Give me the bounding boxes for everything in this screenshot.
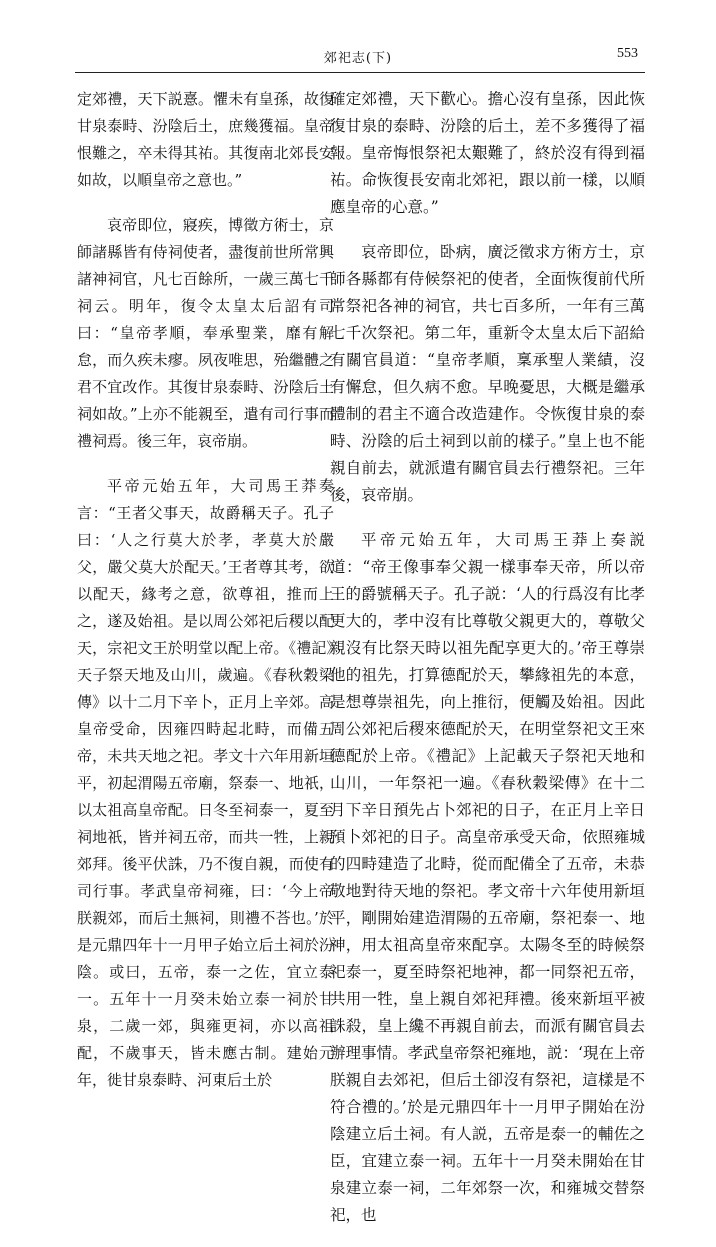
translation-paragraph: 確定郊禮，天下歡心。擔心沒有皇孫，因此恢復甘泉的泰畤、汾陰的后土，差不多獲得了福報。皇帝悔恨祭祀太艱難了，終於沒有得到福祐。命恢復長安南北郊祀，跟以前一樣，以順應皇帝的心意。”: [330, 90, 645, 216]
classical-paragraph: 哀帝即位，寢疾，博徵方術士，京師諸縣皆有侍祠使者，盡復前世所常興諸神祠官，凡七百餘所，一歲三萬七千祠云。明年，復令太皇太后詔有司曰：“皇帝孝順，奉承聖業，靡有解怠，而久疾未瘳。夙夜唯思，殆繼體之君不宜改作。其復甘泉泰畤、汾陰后土祠如故。”上亦不能親至，遣有司行事而禮祠焉。後三年，哀帝崩。: [77, 216, 334, 450]
translation-paragraph: 平帝元始五年，大司馬王莽上奏説道：“帝王像事奉父親一樣事奉天帝，所以帝王的爵號稱天子。孔子説：‘人的行爲沒有比孝更大的，孝中沒有比尊敬父親更大的，尊敬父親沒有比祭天時以祖先配享更大的。’帝王尊崇他的祖先，打算德配於天，攀緣祖先的本意，是想尊崇祖先，向上推衍，便觸及始祖。因此周公郊祀后稷來德配於天，在明堂祭祀文王來德配於上帝。《禮記》上記載天子祭祀天地和山川，一年祭祀一遍。《春秋穀梁傳》在十二月下辛日預先占卜郊祀的日子，在正月上辛日預卜郊祀的日子。高皇帝承受天命，依照雍城的四畤建造了北畤，從而配備全了五帝，未恭敬地對待天地的祭祀。孝文帝十六年使用新垣平，剛開始建造渭陽的五帝廟，祭祀泰一、地神，用太祖高皇帝來配享。太陽冬至的時候祭祀泰一，夏至時祭祀地神，都一同祭祀五帝，共用一牲，皇上親自郊祀拜禮。後來新垣平被誅殺，皇上纔不再親自前去，而派有關官員去辦理事情。孝武皇帝祭祀雍地，説：‘現在上帝朕親自去郊祀，但后土卻沒有祭祀，這樣是不符合禮的。’於是元鼎四年十一月甲子開始在汾陰建立后土祠。有人説，五帝是泰一的輔佐之臣，宜建立泰一祠。五年十一月癸未開始在甘泉建立泰一祠，二年郊祭一次，和雍城交替祭祀，也: [330, 531, 645, 1224]
classical-text-column: [77, 86, 334, 1112]
header-rule: [75, 72, 645, 73]
page-number: 553: [617, 46, 638, 61]
classical-paragraph: 平帝元始五年，大司馬王莽奏言：“王者父事天，故爵稱天子。孔子曰：‘人之行莫大於孝，孝莫大於嚴父，嚴父莫大於配天。’王者尊其考，欲以配天，緣考之意，欲尊祖，推而上之，遂及始祖。是以周公郊祀后稷以配天，宗祀文王於明堂以配上帝。《禮記》天子祭天地及山川，歲遍。《春秋穀梁傳》以十二月下辛卜，正月上辛郊。高皇帝受命，因雍四畤起北畤，而備五帝，未共天地之祀。孝文十六年用新垣平，初起渭陽五帝廟，祭泰一、地祇，以太祖高皇帝配。日冬至祠泰一，夏至祠地祇，皆并祠五帝，而共一牲，上親郊拜。後平伏誅，乃不復自親，而使有司行事。孝武皇帝祠雍，曰：‘今上帝朕親郊，而后土無祠，則禮不荅也。’於是元鼎四年十一月甲子始立后土祠於汾陰。或曰，五帝，泰一之佐，宜立泰一。五年十一月癸未始立泰一祠於甘泉，二歲一郊，與雍更祠，亦以高祖配，不歲事天，皆未應古制。建始元年，徙甘泉泰畤、河東后土於: [77, 477, 334, 1089]
classical-paragraph: 定郊禮，天下説憙。懼未有皇孫，故復甘泉泰畤、汾陰后土，庶幾獲福。皇帝恨難之，卒未得其祐。其復南北郊長安如故，以順皇帝之意也。”: [77, 90, 334, 189]
page-header: [0, 0, 716, 80]
translation-paragraph: 哀帝即位，卧病，廣泛徵求方術方士，京師各縣都有侍候祭祀的使者，全面恢復前代所常祭祀各神的祠官，共七百多所，一年有三萬七千次祭祀。第二年，重新令太皇太后下詔給有關官員道：“皇帝孝順，稟承聖人業績，沒有懈怠，但久病不愈。早晚憂思，大概是繼承體制的君主不適合改造建作。令恢復甘泉的泰畤、汾陰的后土祠到以前的樣子。”皇上也不能親自前去，就派遣有關官員去行禮祭祀。三年後，哀帝崩。: [330, 243, 645, 504]
running-title: 郊祀志(下): [323, 51, 393, 66]
translation-column: [330, 86, 645, 1247]
